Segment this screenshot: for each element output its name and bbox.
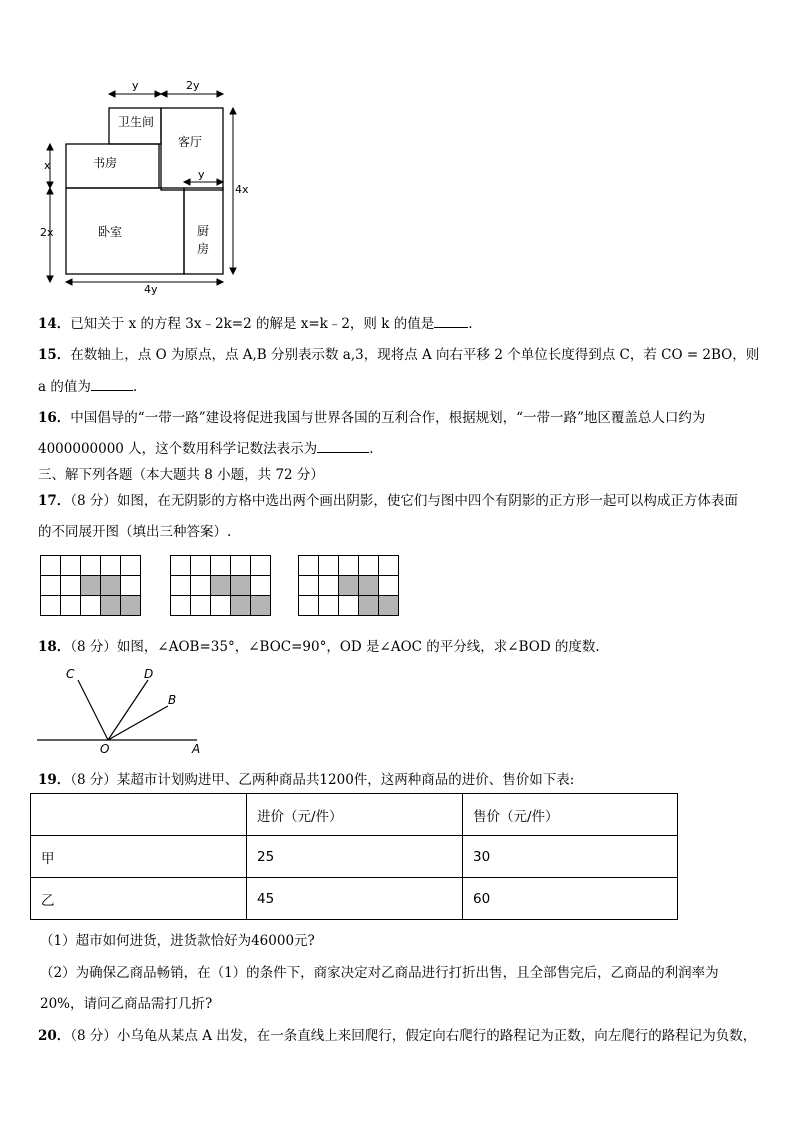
grid-cell[interactable] (251, 576, 271, 596)
grid-cell[interactable] (231, 556, 251, 576)
dim-top-y: y (132, 79, 139, 92)
table-cell: 25 (247, 836, 463, 878)
grid-cell[interactable] (41, 556, 61, 576)
point-b-label: B (168, 693, 177, 707)
question-15-line1 (38, 343, 759, 363)
grid-cell[interactable] (191, 556, 211, 576)
grid-cell[interactable] (171, 556, 191, 576)
dim-top-2y: 2y (186, 79, 200, 92)
grid-cell[interactable] (339, 596, 359, 616)
question-14 (38, 312, 473, 332)
table-cell: 30 (463, 836, 678, 878)
q14-text: 已知关于 x 的方程 3x﹣2k=2 的解是 x=k﹣2，则 k 的值是 (70, 316, 435, 332)
dim-inner-y: y (198, 168, 205, 181)
cube-net-grid-3 (298, 555, 399, 616)
table-cell: 乙 (31, 878, 247, 920)
q18-text: （8 分）如图，∠AOB=35°，∠BOC=90°，OD 是∠AOC 的平分线，求∠BOD 的度数. (70, 639, 600, 655)
shaded-cell (81, 576, 101, 596)
label-bathroom: 卫生间 (118, 115, 155, 129)
shaded-cell (251, 596, 271, 616)
grid-cell[interactable] (41, 576, 61, 596)
table-cell: 60 (463, 878, 678, 920)
question-20 (38, 1024, 756, 1044)
q17-number: 17． (38, 493, 71, 509)
label-study: 书房 (93, 156, 118, 170)
grid-cell[interactable] (61, 556, 81, 576)
grid-cell[interactable] (101, 556, 121, 576)
ray-ob (108, 706, 168, 740)
grid-cell[interactable] (81, 596, 101, 616)
q15-answer-blank[interactable] (91, 378, 133, 391)
point-c-label: C (66, 667, 75, 681)
label-kitchen-bottom: 房 (197, 242, 210, 256)
price-table (30, 793, 678, 920)
q19-number: 19． (38, 772, 71, 788)
q19-part2-line1: （2）为确保乙商品畅销，在（1）的条件下，商家决定对乙商品进行打折出售，且全部售完后，乙商品的利润率为 (40, 965, 719, 981)
grid-cell[interactable] (379, 556, 399, 576)
shaded-cell (379, 596, 399, 616)
table-row (31, 836, 678, 878)
dim-left-x: x (44, 159, 51, 172)
grid-cell[interactable] (61, 576, 81, 596)
q16-number: 16． (38, 410, 71, 426)
point-d-label: D (144, 667, 154, 681)
grid-cell[interactable] (319, 556, 339, 576)
point-o-label: O (100, 742, 110, 756)
grid-cell[interactable] (121, 556, 141, 576)
grid-cell[interactable] (299, 576, 319, 596)
q15-text-line2: a 的值为 (38, 379, 91, 395)
q15-end: . (132, 379, 138, 395)
shaded-cell (211, 576, 231, 596)
dim-left-2x: 2x (40, 226, 54, 239)
shaded-cell (359, 576, 379, 596)
angle-figure (30, 662, 220, 757)
q17-text-line1: （8 分）如图，在无阴影的方格中选出两个画出阴影，使它们与图中四个有阴影的正方形一起可以构成正方体表面 (70, 493, 738, 509)
shaded-cell (359, 596, 379, 616)
grid-cell[interactable] (41, 596, 61, 616)
grid-cell[interactable] (359, 556, 379, 576)
header-cell: 进价（元/件） (247, 794, 463, 836)
label-kitchen-top: 厨 (197, 224, 210, 238)
shaded-cell (231, 576, 251, 596)
grid-cell[interactable] (379, 576, 399, 596)
section-3-heading: 三、解下列各题（本大题共 8 小题，共 72 分） (38, 467, 324, 483)
shaded-cell (339, 576, 359, 596)
q19-text: （8 分）某超市计划购进甲、乙两种商品共1200件，这两种商品的进价、售价如下表: (70, 772, 575, 788)
q16-answer-blank[interactable] (317, 440, 369, 453)
question-15-line2 (38, 375, 137, 395)
dim-right-4x: 4x (235, 183, 249, 196)
shaded-cell (121, 596, 141, 616)
ray-od (108, 680, 148, 740)
table-row (31, 878, 678, 920)
shaded-cell (101, 596, 121, 616)
q19-part2-line2: 20%，请问乙商品需打几折? (40, 996, 213, 1012)
q16-end: . (369, 441, 374, 457)
living-room (161, 108, 223, 190)
question-16-line1 (38, 406, 705, 426)
question-17-line2: 的不同展开图（填出三种答案）. (38, 524, 232, 540)
grid-cell[interactable] (191, 596, 211, 616)
q16-text-line1: 中国倡导的“一带一路”建设将促进我国与世界各国的互利合作，根据规划，“一带一路”地区覆盖总人口约为 (70, 410, 706, 426)
question-18 (38, 635, 600, 655)
q14-number: 14． (38, 316, 71, 332)
q15-number: 15． (38, 347, 71, 363)
grid-cell[interactable] (171, 576, 191, 596)
header-cell (31, 794, 247, 836)
grid-cell[interactable] (171, 596, 191, 616)
label-bedroom: 卧室 (98, 225, 123, 239)
question-19 (38, 768, 574, 788)
question-16-line2 (38, 437, 373, 457)
shaded-cell (231, 596, 251, 616)
grid-cell[interactable] (319, 596, 339, 616)
q19-part1: （1）超市如何进货，进货款恰好为46000元? (40, 933, 315, 949)
cube-net-grid-1 (40, 555, 141, 616)
q18-number: 18． (38, 639, 71, 655)
grid-cell[interactable] (191, 576, 211, 596)
grid-cell[interactable] (121, 576, 141, 596)
bedroom-room (66, 188, 184, 274)
q20-text: （8 分）小乌龟从某点 A 出发，在一条直线上来回爬行，假定向右爬行的路程记为正数，向左爬行的路程记为负数， (70, 1028, 757, 1044)
table-header-row (31, 794, 678, 836)
ray-oc (78, 680, 108, 740)
table-cell: 45 (247, 878, 463, 920)
floor-plan-figure (30, 78, 260, 296)
q16-text-line2: 4000000000 人，这个数用科学记数法表示为 (38, 441, 318, 457)
cube-net-grid-2 (170, 555, 271, 616)
question-17-line1 (38, 489, 738, 509)
q14-end: . (468, 316, 473, 332)
q14-answer-blank[interactable] (434, 315, 468, 328)
grid-cell[interactable] (339, 556, 359, 576)
table-cell: 甲 (31, 836, 247, 878)
grid-cell[interactable] (251, 556, 271, 576)
grid-cell[interactable] (61, 596, 81, 616)
q20-number: 20． (38, 1028, 71, 1044)
point-a-label: A (192, 742, 201, 756)
q15-text-line1: 在数轴上，点 O 为原点，点 A,B 分别表示数 a,3，现将点 A 向右平移 2 个单位长度得到点 C，若 CO = 2BO，则 (70, 347, 760, 363)
grid-cell[interactable] (81, 556, 101, 576)
label-living: 客厅 (178, 135, 203, 149)
grid-cell[interactable] (299, 596, 319, 616)
dim-bottom-4y: 4y (144, 283, 158, 296)
grid-cell[interactable] (319, 576, 339, 596)
grid-cell[interactable] (211, 556, 231, 576)
shaded-cell (101, 576, 121, 596)
header-cell: 售价（元/件） (463, 794, 678, 836)
grid-cell[interactable] (299, 556, 319, 576)
grid-cell[interactable] (211, 596, 231, 616)
